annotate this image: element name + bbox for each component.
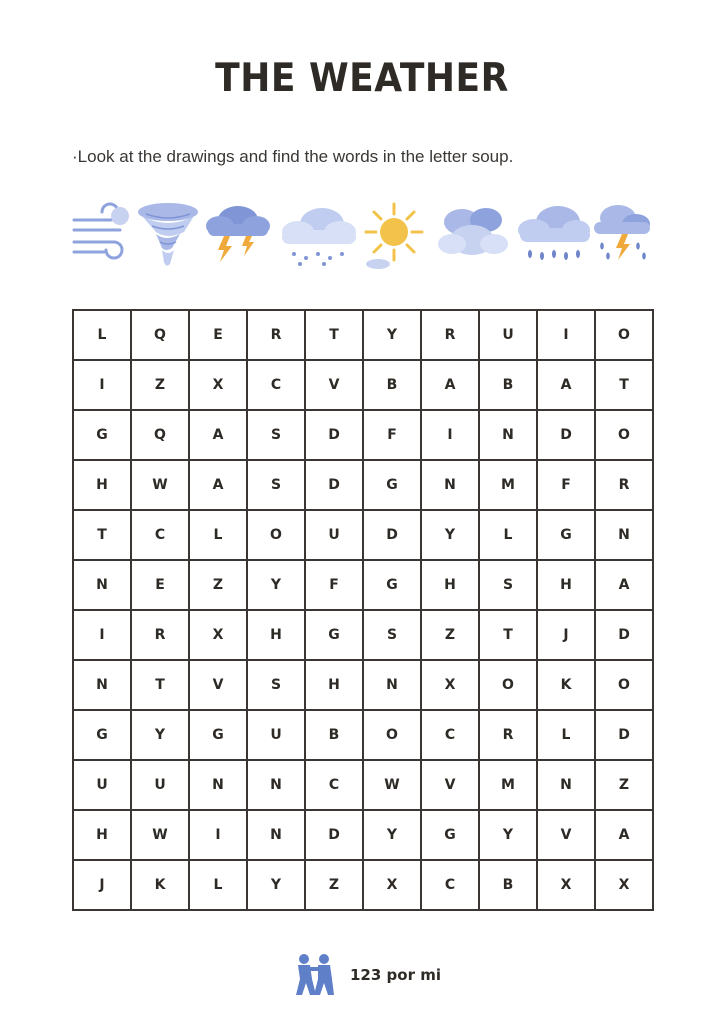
grid-cell: O bbox=[247, 510, 305, 560]
grid-cell: I bbox=[73, 360, 131, 410]
grid-cell: N bbox=[595, 510, 653, 560]
grid-cell: F bbox=[305, 560, 363, 610]
grid-cell: F bbox=[363, 410, 421, 460]
grid-cell: B bbox=[305, 710, 363, 760]
kids-running-icon bbox=[292, 953, 338, 997]
grid-cell: O bbox=[595, 410, 653, 460]
grid-cell: H bbox=[247, 610, 305, 660]
grid-cell: S bbox=[247, 460, 305, 510]
grid-row bbox=[73, 310, 653, 360]
grid-cell: N bbox=[247, 810, 305, 860]
grid-cell: S bbox=[247, 660, 305, 710]
grid-cell: N bbox=[479, 410, 537, 460]
grid-row bbox=[73, 760, 653, 810]
grid-cell: Y bbox=[363, 810, 421, 860]
grid-cell: A bbox=[537, 360, 595, 410]
grid-cell: G bbox=[537, 510, 595, 560]
grid-cell: D bbox=[595, 710, 653, 760]
grid-row bbox=[73, 860, 653, 910]
grid-cell: Y bbox=[421, 510, 479, 560]
grid-cell: N bbox=[421, 460, 479, 510]
grid-cell: S bbox=[247, 410, 305, 460]
grid-cell: G bbox=[305, 610, 363, 660]
grid-cell: Y bbox=[247, 560, 305, 610]
rain-cloud-icon bbox=[514, 200, 594, 272]
grid-row bbox=[73, 560, 653, 610]
grid-row bbox=[73, 810, 653, 860]
grid-cell: H bbox=[73, 460, 131, 510]
grid-cell: U bbox=[305, 510, 363, 560]
storm-cloud-icon bbox=[202, 200, 272, 272]
grid-cell: Y bbox=[363, 310, 421, 360]
grid-cell: Y bbox=[247, 860, 305, 910]
grid-cell: X bbox=[363, 860, 421, 910]
grid-row bbox=[73, 710, 653, 760]
grid-row bbox=[73, 510, 653, 560]
grid-cell: V bbox=[305, 360, 363, 410]
grid-cell: Y bbox=[131, 710, 189, 760]
grid-row bbox=[73, 660, 653, 710]
grid-cell: D bbox=[305, 410, 363, 460]
grid-cell: X bbox=[189, 610, 247, 660]
grid-cell: Z bbox=[421, 610, 479, 660]
grid-cell: B bbox=[479, 860, 537, 910]
grid-cell: D bbox=[363, 510, 421, 560]
footer-brand: 123 por mi bbox=[350, 966, 441, 984]
grid-cell: C bbox=[247, 360, 305, 410]
grid-cell: R bbox=[131, 610, 189, 660]
grid-cell: H bbox=[421, 560, 479, 610]
grid-cell: Z bbox=[305, 860, 363, 910]
grid-cell: R bbox=[421, 310, 479, 360]
grid-cell: A bbox=[189, 460, 247, 510]
grid-cell: U bbox=[479, 310, 537, 360]
grid-row bbox=[73, 610, 653, 660]
grid-cell: K bbox=[537, 660, 595, 710]
grid-cell: T bbox=[73, 510, 131, 560]
grid-cell: O bbox=[595, 310, 653, 360]
grid-cell: H bbox=[537, 560, 595, 610]
grid-cell: R bbox=[595, 460, 653, 510]
grid-cell: B bbox=[363, 360, 421, 410]
grid-cell: O bbox=[595, 660, 653, 710]
tornado-icon bbox=[136, 200, 200, 272]
word-search-grid bbox=[72, 309, 654, 911]
grid-cell: N bbox=[247, 760, 305, 810]
grid-cell: D bbox=[537, 410, 595, 460]
grid-cell: D bbox=[305, 810, 363, 860]
thunderstorm-rain-icon bbox=[588, 200, 654, 272]
grid-cell: Z bbox=[131, 360, 189, 410]
grid-row bbox=[73, 460, 653, 510]
grid-cell: V bbox=[537, 810, 595, 860]
grid-cell: S bbox=[363, 610, 421, 660]
grid-cell: N bbox=[189, 760, 247, 810]
grid-cell: N bbox=[537, 760, 595, 810]
grid-cell: U bbox=[247, 710, 305, 760]
grid-cell: I bbox=[73, 610, 131, 660]
grid-cell: A bbox=[421, 360, 479, 410]
grid-cell: W bbox=[363, 760, 421, 810]
grid-cell: G bbox=[73, 410, 131, 460]
grid-cell: L bbox=[537, 710, 595, 760]
grid-cell: W bbox=[131, 460, 189, 510]
grid-cell: N bbox=[363, 660, 421, 710]
grid-cell: X bbox=[189, 360, 247, 410]
grid-cell: C bbox=[131, 510, 189, 560]
grid-cell: Y bbox=[479, 810, 537, 860]
grid-cell: Z bbox=[595, 760, 653, 810]
grid-cell: Q bbox=[131, 410, 189, 460]
grid-cell: S bbox=[479, 560, 537, 610]
grid-cell: H bbox=[73, 810, 131, 860]
grid-cell: G bbox=[363, 460, 421, 510]
grid-cell: F bbox=[537, 460, 595, 510]
grid-cell: R bbox=[479, 710, 537, 760]
grid-cell: X bbox=[595, 860, 653, 910]
grid-cell: M bbox=[479, 760, 537, 810]
instructions: ·Look at the drawings and find the words in the letter soup. bbox=[72, 147, 514, 166]
grid-cell: H bbox=[305, 660, 363, 710]
grid-cell: G bbox=[421, 810, 479, 860]
grid-cell: G bbox=[363, 560, 421, 610]
footer bbox=[292, 950, 441, 1000]
grid-cell: J bbox=[73, 860, 131, 910]
grid-cell: T bbox=[479, 610, 537, 660]
grid-cell: V bbox=[189, 660, 247, 710]
grid-cell: T bbox=[305, 310, 363, 360]
grid-cell: W bbox=[131, 810, 189, 860]
page-title: THE WEATHER bbox=[215, 56, 509, 101]
grid-cell: L bbox=[479, 510, 537, 560]
grid-cell: O bbox=[363, 710, 421, 760]
grid-cell: Z bbox=[189, 560, 247, 610]
grid-cell: E bbox=[189, 310, 247, 360]
cloudy-icon bbox=[432, 200, 512, 272]
weather-icon-strip bbox=[70, 200, 654, 280]
grid-row bbox=[73, 410, 653, 460]
grid-cell: V bbox=[421, 760, 479, 810]
sun-icon bbox=[360, 200, 430, 272]
grid-cell: I bbox=[537, 310, 595, 360]
grid-cell: L bbox=[189, 860, 247, 910]
grid-cell: K bbox=[131, 860, 189, 910]
grid-cell: A bbox=[595, 560, 653, 610]
grid-cell: B bbox=[479, 360, 537, 410]
grid-cell: C bbox=[421, 860, 479, 910]
grid-cell: X bbox=[421, 660, 479, 710]
grid-cell: G bbox=[189, 710, 247, 760]
grid-cell: G bbox=[73, 710, 131, 760]
grid-cell: I bbox=[189, 810, 247, 860]
grid-cell: I bbox=[421, 410, 479, 460]
grid-cell: A bbox=[189, 410, 247, 460]
grid-cell: C bbox=[421, 710, 479, 760]
grid-cell: N bbox=[73, 660, 131, 710]
grid-cell: U bbox=[73, 760, 131, 810]
grid-cell: L bbox=[189, 510, 247, 560]
grid-row bbox=[73, 360, 653, 410]
wind-icon bbox=[70, 200, 134, 270]
grid-cell: U bbox=[131, 760, 189, 810]
grid-cell: X bbox=[537, 860, 595, 910]
grid-cell: C bbox=[305, 760, 363, 810]
grid-cell: T bbox=[131, 660, 189, 710]
grid-cell: T bbox=[595, 360, 653, 410]
grid-cell: A bbox=[595, 810, 653, 860]
grid-cell: D bbox=[305, 460, 363, 510]
grid-cell: Q bbox=[131, 310, 189, 360]
grid-cell: D bbox=[595, 610, 653, 660]
grid-cell: E bbox=[131, 560, 189, 610]
snow-cloud-icon bbox=[276, 200, 360, 272]
grid-cell: R bbox=[247, 310, 305, 360]
grid-cell: M bbox=[479, 460, 537, 510]
grid-cell: N bbox=[73, 560, 131, 610]
grid-cell: L bbox=[73, 310, 131, 360]
grid-cell: O bbox=[479, 660, 537, 710]
grid-cell: J bbox=[537, 610, 595, 660]
